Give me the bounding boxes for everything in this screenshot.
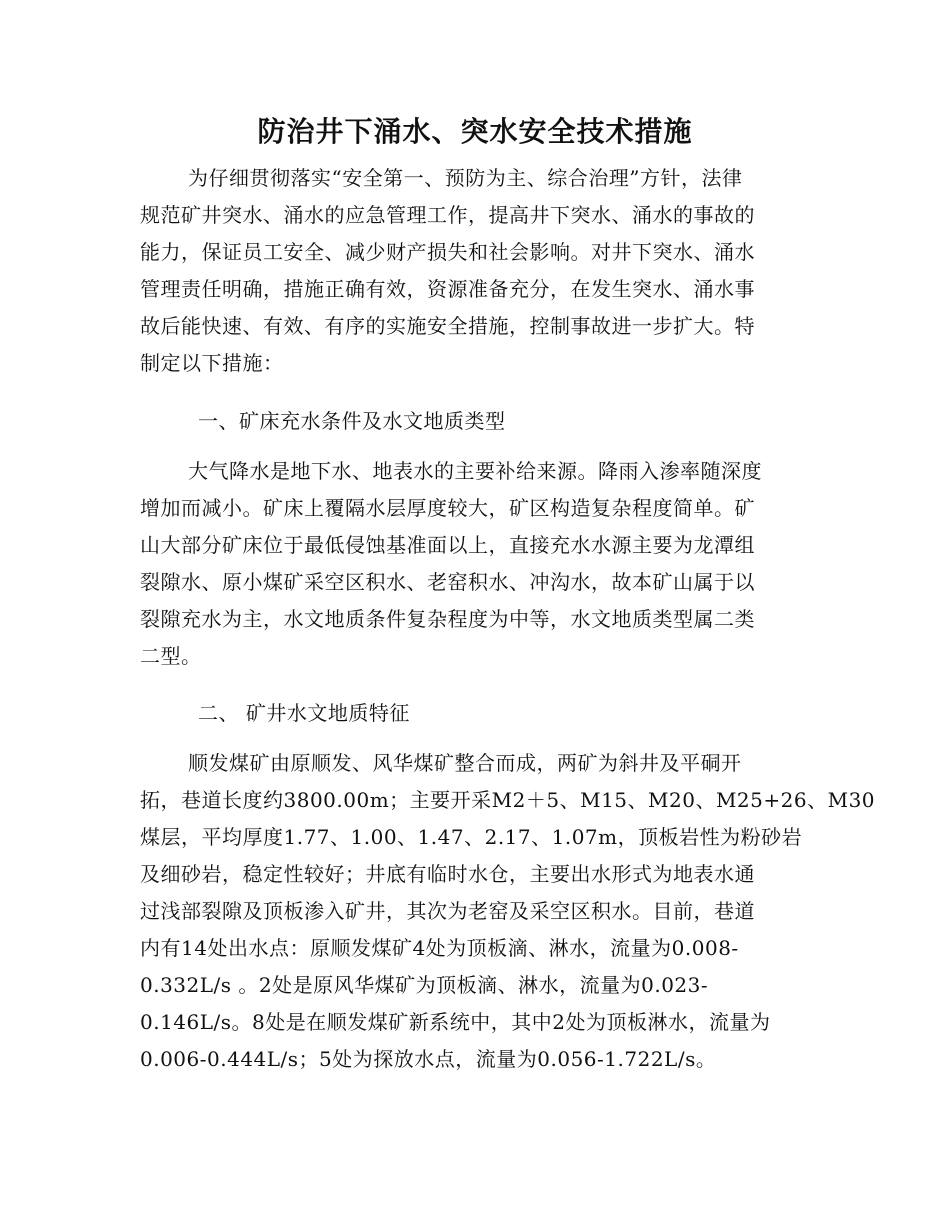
paragraph-line: 0.006-0.444L/s；5处为探放水点，流量为0.056-1.722L/s。 xyxy=(140,1047,717,1071)
section-heading-2 xyxy=(140,695,808,732)
section-heading-text: 二、 矿井水文地质特征 xyxy=(198,701,410,725)
paragraph-line: 增加而减小。矿床上覆隔水层厚度较大，矿区构造复杂程度简单。矿 xyxy=(140,496,755,520)
paragraph-line: 大气降水是地下水、地表水的主要补给来源。降雨入渗率随深度 xyxy=(188,459,762,483)
paragraph-line: 裂隙水、原小煤矿采空区积水、老窑积水、冲沟水，故本矿山属于以 xyxy=(140,570,755,594)
paragraph-line: 为仔细贯彻落实“安全第一、预防为主、综合治理”方针，法律 xyxy=(188,166,743,190)
section-heading-1 xyxy=(140,403,808,440)
paragraph-line: 拓，巷道长度约3800.00m；主要开采M2＋5、M15、M20、M25+26、M30 xyxy=(140,788,876,812)
paragraph-line: 及细砂岩，稳定性较好；井底有临时水仓，主要出水形式为地表水通 xyxy=(140,862,755,886)
paragraph-line: 0.332L/s 。2处是原风华煤矿为顶板滴、淋水，流量为0.023- xyxy=(140,973,709,997)
paragraph-line: 能力，保证员工安全、减少财产损失和社会影响。对井下突水、涌水 xyxy=(140,240,755,264)
paragraph-line: 裂隙充水为主，水文地质条件复杂程度为中等，水文地质类型属二类 xyxy=(140,607,755,631)
section1-paragraph xyxy=(140,453,808,675)
paragraph-line: 煤层，平均厚度1.77、1.00、1.47、2.17、1.07m，顶板岩性为粉砂岩 xyxy=(140,825,803,849)
document-title: 防治井下涌水、突水安全技术措施 xyxy=(257,115,693,148)
paragraph-line: 内有14处出水点：原顺发煤矿4处为顶板滴、淋水，流量为0.008- xyxy=(140,936,739,960)
section2-paragraph xyxy=(140,745,876,1078)
paragraph-line: 过浅部裂隙及顶板渗入矿井，其次为老窑及采空区积水。目前，巷道 xyxy=(140,899,755,923)
paragraph-line: 故后能快速、有效、有序的实施安全措施，控制事故进一步扩大。特 xyxy=(140,314,755,338)
paragraph-line: 0.146L/s。8处是在顺发煤矿新系统中，其中2处为顶板淋水，流量为 xyxy=(140,1010,771,1034)
section-heading-text: 一、矿床充水条件及水文地质类型 xyxy=(198,409,506,433)
paragraph-line: 山大部分矿床位于最低侵蚀基准面以上，直接充水水源主要为龙潭组 xyxy=(140,533,755,557)
paragraph-line: 管理责任明确，措施正确有效，资源准备充分，在发生突水、涌水事 xyxy=(140,277,755,301)
paragraph-line: 制定以下措施： xyxy=(140,351,284,375)
paragraph-line: 二型。 xyxy=(140,644,202,668)
paragraph-line: 规范矿井突水、涌水的应急管理工作，提高井下突水、涌水的事故的 xyxy=(140,203,755,227)
paragraph-line: 顺发煤矿由原顺发、风华煤矿整合而成，两矿为斜井及平硐开 xyxy=(188,751,742,775)
intro-paragraph xyxy=(140,160,808,382)
